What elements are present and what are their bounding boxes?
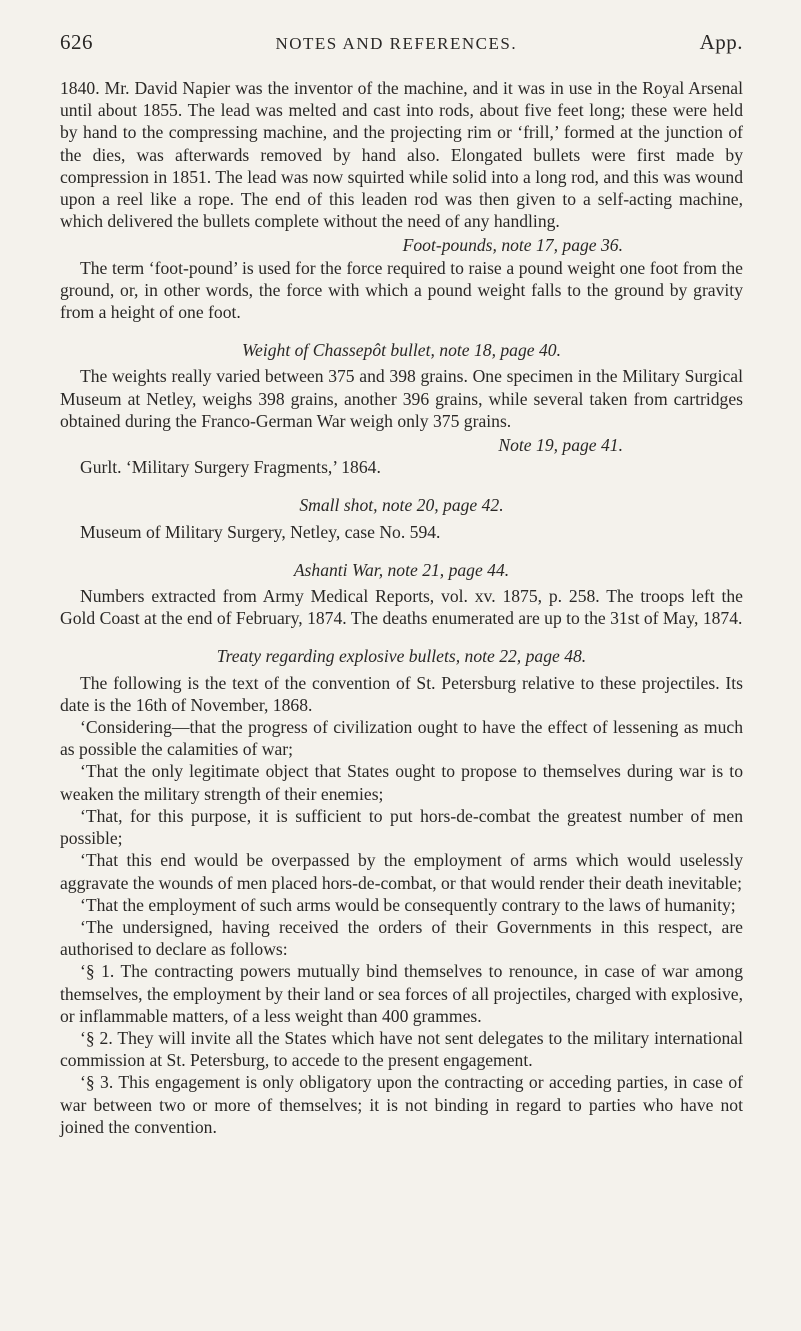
treaty-clause: ‘That the only legitimate object that States ought to propose to themselves during war is to weaken the military strength of their enemies;: [60, 761, 743, 804]
treaty-clause: ‘§ 3. This engagement is only obligatory upon the contracting or acceding parties, in case of war between two or more of themselves; it is not binding in regard to parties who have not joined the convention.: [60, 1072, 743, 1137]
note-heading: Weight of Chassepôt bullet, note 18, page 40.: [242, 340, 561, 361]
treaty-clause: ‘The undersigned, having received the orders of their Governments in this respect, are authorised to declare as follows:: [60, 916, 743, 960]
paragraph: Gurlt. ‘Military Surgery Fragments,’ 1864.: [80, 457, 381, 478]
body-text: [60, 77, 743, 1138]
note-heading: Ashanti War, note 21, page 44.: [293, 559, 510, 580]
treaty-clause: ‘That the employment of such arms would be consequently contrary to the laws of humanity;: [80, 894, 736, 915]
paragraph: 1840. Mr. David Napier was the inventor of the machine, and it was in use in the Royal Arsenal until about 1855. The lead was melted and cast into rods, about five feet long; these were held by hand to the compressing machine, and the projecting rim or ‘frill,’ formed at the junction of the dies, was afterwards removed by hand also. Elongated bullets were first made by compression in 1851. The lead was now squirted while solid into a long rod, and this was wound upon a reel like a rope. The end of this leaden rod was then given to a self-acting machine, which delivered the bullets complete without the need of any handling.: [60, 78, 743, 232]
treaty-clause: ‘§ 2. They will invite all the States which have not sent delegates to the military international commission at St. Petersburg, to accede to the present engagement.: [60, 1027, 743, 1071]
page-number: 626: [60, 30, 93, 54]
note-reference: Foot-pounds, note 17, page 36.: [402, 235, 623, 256]
note-heading: Treaty regarding explosive bullets, note 22, page 48.: [216, 646, 587, 667]
paragraph: The weights really varied between 375 and 398 grains. One specimen in the Military Surgical Museum at Netley, weighs 398 grains, another 396 grains, while several taken from cartridges obtained during the Franco-German War weigh only 375 grains.: [60, 366, 743, 431]
treaty-clause: ‘Considering—that the progress of civilization ought to have the effect of lessening as much as possible the calamities of war;: [60, 717, 743, 760]
paragraph: Numbers extracted from Army Medical Reports, vol. xv. 1875, p. 258. The troops left the Gold Coast at the end of February, 1874. The deaths enumerated are up to the 31st of May, 1874.: [60, 586, 743, 629]
note-heading: Small shot, note 20, page 42.: [299, 495, 504, 516]
paragraph: Museum of Military Surgery, Netley, case No. 594.: [80, 521, 441, 542]
paragraph: The following is the text of the convention of St. Petersburg relative to these projectiles. Its date is the 16th of November, 1868.: [60, 672, 743, 715]
section-label: App.: [699, 30, 743, 54]
paragraph: The term ‘foot-pound’ is used for the force required to raise a pound weight one foot from the ground, or, in other words, the force with which a pound weight falls to the ground by gravity from a height of one foot.: [60, 257, 743, 323]
treaty-clause: ‘That this end would be overpassed by the employment of arms which would uselessly aggravate the wounds of men placed hors-de-combat, or that would render their death inevitable;: [60, 850, 743, 893]
running-title: NOTES AND REFERENCES.: [275, 34, 518, 53]
treaty-clause: ‘§ 1. The contracting powers mutually bind themselves to renounce, in case of war among themselves, the employment by their land or sea forces of all projectiles, charged with explosive, or inflammable matters, of a less weight than 400 grammes.: [60, 961, 743, 1026]
treaty-clause: ‘That, for this purpose, it is sufficient to put hors-de-combat the greatest number of men possible;: [60, 805, 743, 849]
note-reference: Note 19, page 41.: [498, 435, 623, 456]
page-header: [60, 30, 743, 55]
